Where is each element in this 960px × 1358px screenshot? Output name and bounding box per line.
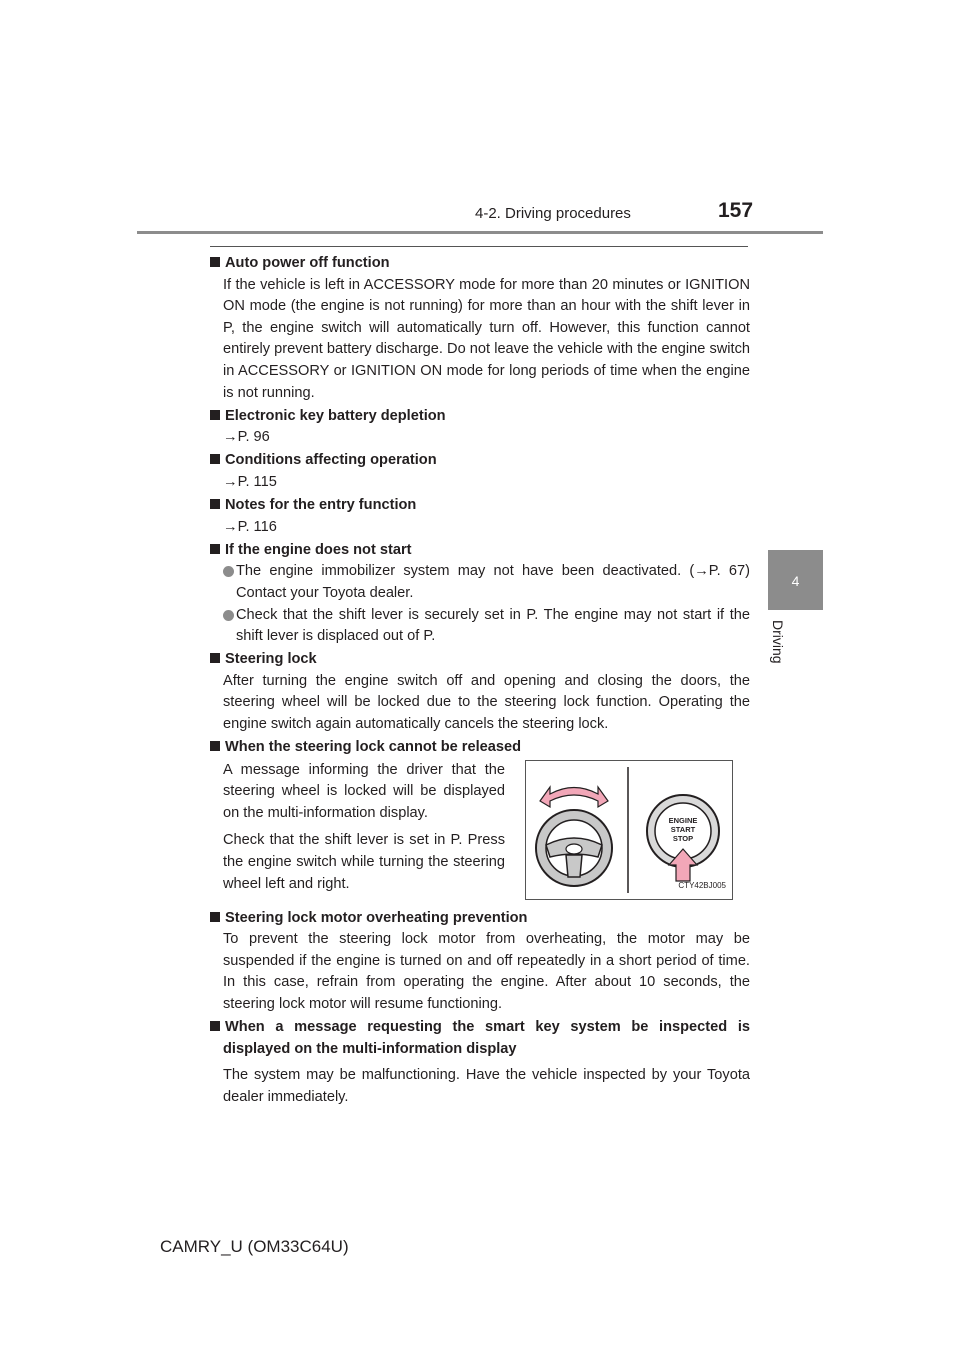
section-title xyxy=(210,737,750,759)
figure-paragraph: Check that the shift lever is set in P. Press the engine switch while turning the steering wheel left and right. xyxy=(223,832,505,892)
section-title-text: Electronic key battery depletion xyxy=(225,407,446,424)
section-lock-not-released xyxy=(210,737,750,902)
section-title xyxy=(210,908,750,930)
section-title xyxy=(210,649,750,671)
content-top-rule xyxy=(210,246,748,247)
section-title-text: When a message requesting the smart key system be inspected is displayed on the multi-information display xyxy=(223,1019,750,1057)
figure-caption: CTY42BJ005 xyxy=(678,881,726,891)
section-entry-notes xyxy=(210,495,750,538)
bullet-item xyxy=(210,561,750,604)
figure-row xyxy=(210,760,750,902)
square-bullet-icon xyxy=(210,544,220,554)
section-title xyxy=(210,406,750,428)
section-body: If the vehicle is left in ACCESSORY mode for more than 20 minutes or IGNITION ON mode (the engine is not running) for more than an hour with the shift lever in P, the engine switch will automatically turn off. However, this function cannot entirely prevent battery discharge. Do not leave the vehicle with the engine switch in ACCESSORY or IGNITION ON mode for long periods of time when the engine is not running. xyxy=(223,276,750,401)
square-bullet-icon xyxy=(210,1021,220,1031)
square-bullet-icon xyxy=(210,257,220,267)
section-title-text: If the engine does not start xyxy=(225,541,412,558)
button-line: STOP xyxy=(672,833,694,843)
footer-model: CAMRY_U (OM33C64U) xyxy=(160,1237,349,1256)
square-bullet-icon xyxy=(210,499,220,509)
section-title-text: Steering lock motor overheating prevention xyxy=(225,909,528,926)
section-title-text: When the steering lock cannot be released xyxy=(225,739,522,756)
header-rule xyxy=(137,231,823,234)
square-bullet-icon xyxy=(210,912,220,922)
chapter-tab-number: 4 xyxy=(791,573,800,589)
section-body: The system may be malfunctioning. Have the vehicle inspected by your Toyota dealer immediately. xyxy=(223,1067,750,1105)
square-bullet-icon xyxy=(210,454,220,464)
section-overheating xyxy=(210,908,750,1016)
figure-paragraph: A message informing the driver that the steering wheel is locked will be displayed on the multi-information display. xyxy=(223,761,505,821)
page-reference-link[interactable]: →P. 96 xyxy=(223,429,270,446)
section-conditions xyxy=(210,450,750,493)
section-title-text: Conditions affecting operation xyxy=(225,452,437,469)
chapter-label xyxy=(772,620,788,700)
section-auto-power-off xyxy=(210,253,750,404)
section-body: To prevent the steering lock motor from overheating, the motor may be suspended if the engine is turned on and off repeatedly in a short period of time. In this case, refrain from operating the engine. After about 10 seconds, the steering lock motor will resume functioning. xyxy=(223,931,750,1013)
section-steering-lock xyxy=(210,649,750,735)
button-line: ENGINE xyxy=(668,815,698,825)
square-bullet-icon xyxy=(210,653,220,663)
chapter-label-text: Driving xyxy=(770,620,786,664)
button-line: START xyxy=(670,824,696,834)
section-title-text: Auto power off function xyxy=(225,255,390,271)
section-title-text: Steering lock xyxy=(225,651,317,668)
section-title xyxy=(210,540,750,562)
section-body: After turning the engine switch off and opening and closing the doors, the steering wheel will be locked due to the steering lock function. Operating the engine switch again automatically cancels the steering lock. xyxy=(223,672,750,732)
round-bullet-icon xyxy=(223,566,234,577)
bullet-text: The engine immobilizer system may not have been deactivated. (→P. 67) Contact your Toyota dealer. xyxy=(236,563,750,601)
section-inspect-message xyxy=(210,1017,750,1108)
header-section-title: 4-2. Driving procedures xyxy=(475,205,631,222)
chapter-tab[interactable] xyxy=(768,550,823,610)
page-reference-link[interactable]: →P. 116 xyxy=(223,518,277,535)
section-title xyxy=(210,450,750,472)
page-number: 157 xyxy=(718,199,754,222)
square-bullet-icon xyxy=(210,741,220,751)
bullet-text: Check that the shift lever is securely set in P. The engine may not start if the shift lever is displaced out of P. xyxy=(236,606,750,645)
section-key-battery xyxy=(210,406,750,449)
figure-text xyxy=(223,760,505,902)
steering-wheel-icon xyxy=(536,810,612,886)
bullet-item xyxy=(210,605,750,648)
rotate-arrow-icon xyxy=(540,787,608,807)
section-engine-not-start xyxy=(210,540,750,648)
square-bullet-icon xyxy=(210,410,220,420)
section-title xyxy=(210,1017,750,1060)
page-content xyxy=(210,253,750,1110)
round-bullet-icon xyxy=(223,610,234,621)
section-title-text: Notes for the entry function xyxy=(225,497,417,514)
section-title xyxy=(210,495,750,517)
steering-illustration xyxy=(525,760,733,900)
section-title xyxy=(210,253,750,275)
page-reference-link[interactable]: →P. 115 xyxy=(223,473,277,490)
